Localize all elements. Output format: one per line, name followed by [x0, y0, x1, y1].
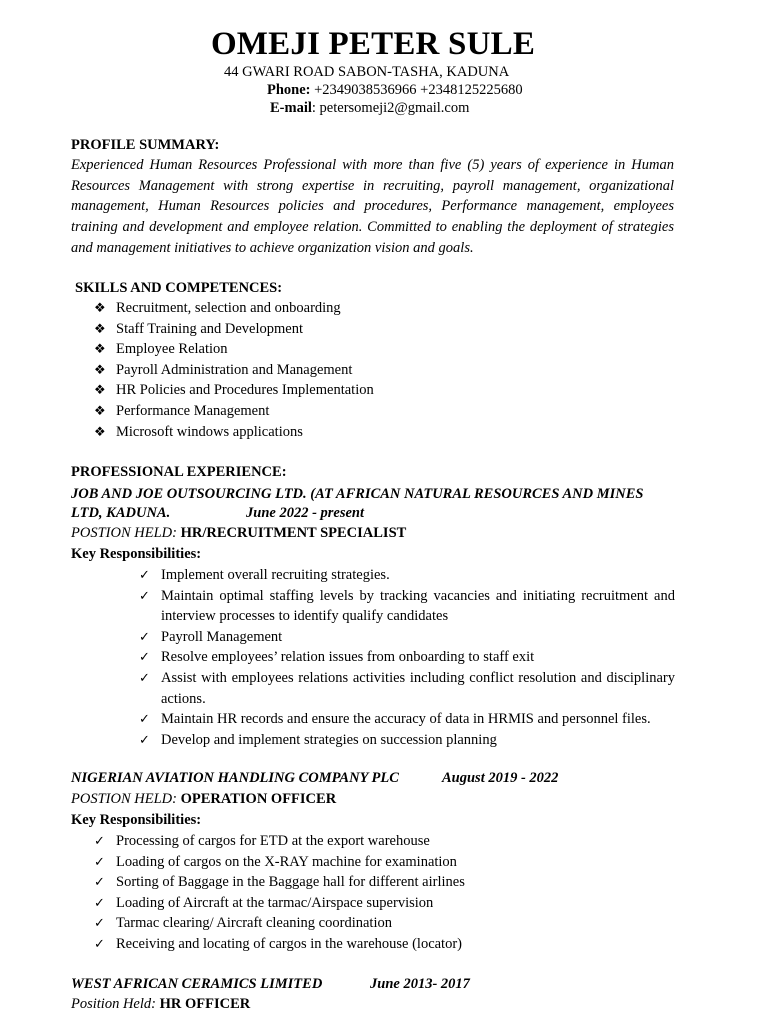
check-icon: ✓: [139, 628, 150, 644]
list-item: ✓ Develop and implement strategies on succession planning: [161, 730, 675, 751]
position-label: POSTION HELD:: [71, 525, 181, 541]
check-icon: ✓: [94, 874, 105, 890]
diamond-icon: ❖: [94, 423, 106, 439]
check-icon: ✓: [139, 649, 150, 665]
check-icon: ✓: [139, 567, 150, 582]
check-icon: ✓: [94, 935, 105, 951]
check-icon: ✓: [139, 669, 150, 685]
phone-value: +2349038536966 +2348125225680: [310, 82, 523, 98]
list-item: ✓ Processing of cargos for ETD at the export warehouse: [116, 831, 676, 852]
skills-list: [94, 298, 676, 442]
list-item: ❖ Recruitment, selection and onboarding: [116, 298, 676, 319]
phone-line: [267, 82, 523, 99]
diamond-icon: ❖: [94, 361, 106, 377]
list-item: ✓ Loading of cargos on the X-RAY machine for examination: [116, 852, 676, 873]
check-icon: ✓: [139, 587, 150, 603]
job1-responsibilities: [139, 565, 675, 750]
list-item: ✓ Tarmac clearing/ Aircraft cleaning coordination: [116, 913, 676, 934]
list-item: ❖ Employee Relation: [116, 339, 676, 360]
list-item: ❖ Performance Management: [116, 401, 676, 422]
job2-company: NIGERIAN AVIATION HANDLING COMPANY PLC: [71, 770, 399, 786]
position-label: Position Held:: [71, 996, 160, 1012]
phone-label: Phone:: [267, 82, 311, 98]
check-icon: ✓: [94, 915, 105, 931]
diamond-icon: ❖: [94, 320, 106, 336]
list-item: ✓ Payroll Management: [161, 627, 675, 648]
position-title: HR/RECRUITMENT SPECIALIST: [180, 525, 407, 541]
list-item: ✓ Implement overall recruiting strategies.: [161, 565, 675, 586]
job1-resp-heading: Key Responsibilities:: [71, 546, 202, 562]
position-title: OPERATION OFFICER: [180, 791, 337, 807]
check-icon: ✓: [139, 711, 150, 727]
list-item: ✓ Maintain HR records and ensure the accuracy of data in HRMIS and personnel files.: [161, 709, 675, 730]
list-item: ✓ Resolve employees’ relation issues from onboarding to staff exit: [161, 647, 675, 668]
profile-summary-heading: PROFILE SUMMARY:: [71, 137, 220, 153]
diamond-icon: ❖: [94, 402, 106, 418]
job3-position: [71, 996, 250, 1013]
email-line: [270, 100, 469, 117]
address: 44 GWARI ROAD SABON-TASHA, KADUNA: [224, 64, 510, 80]
list-item: ❖ Staff Training and Development: [116, 319, 676, 340]
job3-dates: June 2013- 2017: [370, 976, 470, 992]
job1-position: [71, 525, 406, 542]
check-icon: ✓: [139, 731, 150, 747]
email-value: : petersomeji2@gmail.com: [311, 100, 470, 116]
experience-heading: PROFESSIONAL EXPERIENCE:: [71, 464, 287, 480]
job2-dates: August 2019 - 2022: [442, 770, 559, 786]
list-item: ✓ Receiving and locating of cargos in the warehouse (locator): [116, 934, 676, 955]
job2-resp-heading: Key Responsibilities:: [71, 812, 202, 828]
list-item: ✓ Sorting of Baggage in the Baggage hall for different airlines: [116, 872, 676, 893]
diamond-icon: ❖: [94, 341, 106, 357]
check-icon: ✓: [94, 894, 105, 910]
check-icon: ✓: [94, 853, 105, 869]
list-item: ❖ HR Policies and Procedures Implementation: [116, 380, 676, 401]
list-item: ✓ Loading of Aircraft at the tarmac/Airspace supervision: [116, 893, 676, 914]
list-item: ❖ Microsoft windows applications: [116, 422, 676, 443]
job3-company: WEST AFRICAN CERAMICS LIMITED: [71, 976, 323, 992]
list-item: ✓ Maintain optimal staffing levels by tracking vacancies and initiating recruitment and interview processes to identify qualify candidates: [139, 587, 675, 625]
profile-summary-text: Experienced Human Resources Professional with more than five (5) years of experience in Human Resources Management with strong expertise in recruiting, payroll management, organizational management, Human Resources policies and procedures, Performance management, employees training and development and employee relation. Committed to enabling the deployment of strategies and management initiatives to achieve organization vision and goals.: [71, 157, 674, 256]
list-item: ❖ Payroll Administration and Management: [116, 360, 676, 381]
job1-dates: June 2022 - present: [246, 505, 365, 521]
job2-responsibilities: [94, 831, 676, 955]
candidate-name: OMEJI PETER SULE: [210, 26, 536, 62]
list-item: ✓ Assist with employees relations activities including conflict resolution and disciplinary actions.: [139, 669, 675, 707]
job1-company: JOB AND JOE OUTSOURCING LTD. (AT AFRICAN NATURAL RESOURCES AND MINES: [71, 486, 644, 502]
position-title: HR OFFICER: [159, 996, 251, 1012]
diamond-icon: ❖: [94, 300, 106, 315]
diamond-icon: ❖: [94, 382, 106, 398]
skills-heading: SKILLS AND COMPETENCES:: [75, 280, 283, 296]
check-icon: ✓: [94, 833, 105, 848]
job1-company-cont: LTD, KADUNA.: [71, 505, 171, 521]
job2-position: [71, 791, 336, 808]
email-label: E-mail: [270, 100, 312, 116]
position-label: POSTION HELD:: [71, 791, 181, 807]
